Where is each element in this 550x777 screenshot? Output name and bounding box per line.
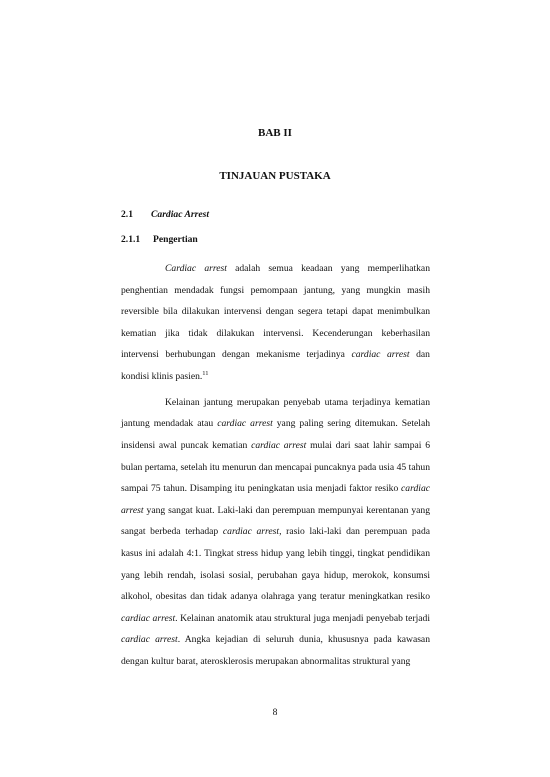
- text-run: . Angka kejadian di seluruh dunia, khususnya pada kawasan dengan kultur barat, aterosklerosis merupakan abnormalitas struktural yang: [121, 634, 430, 667]
- page-number: 8: [272, 707, 278, 718]
- text-run: adalah semua keadaan yang memperlihatkan penghentian mendadak fungsi pemompaan jantung, yang mungkin masih reversible bila dilakukan intervensi dengan segera tetapi dapat menimbulkan kematian jika tidak dilakukan intervensi. Kecenderungan keberhasilan intervensi berhubungan dengan mekanisme terjadinya: [121, 263, 430, 361]
- subsection-heading: [121, 234, 198, 246]
- italic-term: cardiac arrest: [121, 483, 430, 516]
- text-run: dan kondisi klinis pasien.: [121, 349, 430, 382]
- text-run: mulai dari saat lahir sampai 6 bulan pertama, setelah itu menurun dan mencapai puncaknya pada usia 45 tahun sampai 75 tahun. Disamping itu peningkatan usia menjadi faktor resiko: [121, 439, 431, 495]
- paragraph: [121, 392, 430, 673]
- section-title: Cardiac Arrest: [151, 209, 210, 220]
- text-run: Kelainan jantung merupakan penyebab utama terjadinya kematian jantung mendadak atau: [121, 396, 430, 430]
- italic-term: cardiac arrest: [222, 526, 280, 538]
- italic-term: cardiac arrest: [121, 634, 178, 646]
- subsection-title: Pengertian: [153, 234, 198, 245]
- italic-term: cardiac arrest: [351, 349, 410, 361]
- text-run: yang paling sering ditemukan. Setelah insidensi awal puncak kematian: [121, 418, 431, 451]
- text-run: , rasio laki-laki dan perempuan pada kasus ini adalah 4:1. Tingkat stress hidup yang lebih tinggi, tingkat pendidikan yang lebih rendah, isolasi sosial, perubahan gaya hidup, merokok, konsumsi alkohol, obesitas dan tidak adanya olahraga yang teratur meningkatkan resiko: [121, 526, 430, 603]
- italic-term: cardiac arrest: [121, 612, 176, 624]
- citation-ref: 11: [202, 369, 209, 377]
- chapter-title: TINJAUAN PUSTAKA: [219, 170, 331, 182]
- section-number: 2.1: [121, 209, 133, 220]
- section-heading: [121, 209, 209, 221]
- italic-term: cardiac arrest: [217, 418, 273, 430]
- paragraph: [121, 258, 430, 388]
- text-run: . Kelainan anatomik atau struktural juga menjadi penyebab terjadi: [175, 612, 430, 624]
- italic-term: cardiac arrest: [251, 439, 307, 451]
- italic-term: Cardiac arrest: [165, 263, 227, 274]
- text-run: yang sangat kuat. Laki-laki dan perempuan mempunyai kerentanan yang sangat berbeda terhadap: [121, 504, 430, 538]
- body-text: [121, 258, 430, 672]
- subsection-number: 2.1.1: [121, 234, 141, 245]
- chapter-label: BAB II: [258, 127, 292, 139]
